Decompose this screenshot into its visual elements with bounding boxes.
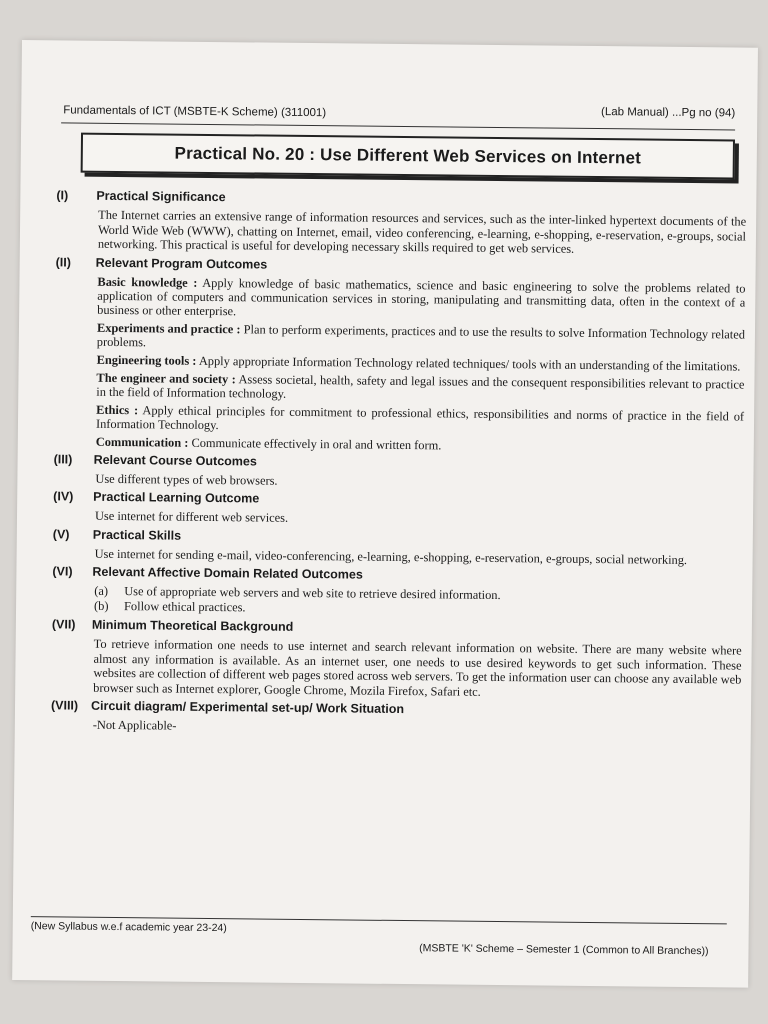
section-number: (VIII) bbox=[50, 698, 79, 713]
section-title: Circuit diagram/ Experimental set-up/ Work Situation bbox=[90, 698, 405, 717]
outcome-term: Engineering tools : bbox=[96, 352, 197, 368]
section-practical-significance bbox=[56, 188, 747, 258]
section-learning-outcome bbox=[53, 489, 743, 530]
section-circuit-diagram bbox=[51, 698, 741, 739]
outcome-item bbox=[96, 402, 744, 437]
section-program-outcomes bbox=[54, 255, 746, 455]
outcome-item bbox=[97, 352, 745, 373]
section-title: Practical Significance bbox=[96, 188, 226, 205]
document-page bbox=[12, 40, 758, 988]
section-number: (III) bbox=[53, 451, 73, 467]
header-right: (Lab Manual) ...Pg no (94) bbox=[600, 106, 736, 120]
outcome-text: Communicate effectively in oral and written form. bbox=[188, 435, 442, 452]
outcome-item bbox=[97, 274, 745, 323]
page-title: Practical No. 20 : Use Different Web Services on Internet bbox=[174, 143, 642, 168]
header-divider bbox=[61, 122, 735, 130]
section-theoretical-background bbox=[51, 617, 742, 701]
section-title: Practical Learning Outcome bbox=[93, 489, 260, 506]
section-number: (IV) bbox=[53, 489, 74, 504]
section-text: The Internet carries an extensive range of information resources and services, such as the inter-linked hypertext documents of the World Wide Web (WWW), chatting on Internet, email, video conferencing, e-learning, e-shopping, e-reservation, e-groups, social networking. This practical is useful for developing necessary skills required to get web services. bbox=[97, 207, 747, 256]
outcome-term: Ethics : bbox=[96, 402, 139, 417]
list-text: Follow ethical practices. bbox=[124, 599, 246, 615]
outcome-item bbox=[96, 434, 744, 455]
section-number: (VI) bbox=[52, 564, 73, 579]
section-number: (VII) bbox=[51, 617, 76, 632]
section-text: Use internet for sending e-mail, video-conferencing, e-learning, e-shopping, e-reservation, e-groups, social networking. bbox=[94, 546, 688, 567]
section-title: Minimum Theoretical Background bbox=[91, 617, 294, 634]
list-marker: (b) bbox=[94, 598, 109, 613]
section-text: Use internet for different web services. bbox=[94, 508, 289, 525]
outcome-item bbox=[97, 320, 745, 355]
section-title: Relevant Affective Domain Related Outcomes bbox=[92, 564, 363, 582]
outcome-item bbox=[96, 370, 744, 405]
section-number: (I) bbox=[56, 188, 69, 203]
outcome-text: Plan to perform experiments, practices and to use the results to solve Information Technology related problems. bbox=[96, 321, 746, 349]
outcome-term: Experiments and practice : bbox=[96, 320, 241, 336]
outcome-term: Basic knowledge : bbox=[97, 274, 198, 290]
section-title: Relevant Course Outcomes bbox=[93, 452, 257, 468]
list-text: Use of appropriate web servers and web site to retrieve desired information. bbox=[124, 584, 501, 603]
outcome-text: Apply appropriate Information Technology related techniques/ tools with an understanding of the limitations. bbox=[196, 353, 741, 374]
outcome-term: The engineer and society : bbox=[96, 370, 236, 386]
outcome-term: Communication : bbox=[95, 434, 189, 450]
section-affective-outcomes bbox=[52, 564, 742, 620]
section-text: Use different types of web browsers. bbox=[95, 471, 278, 488]
section-course-outcomes bbox=[53, 452, 743, 493]
section-title: Practical Skills bbox=[92, 527, 182, 543]
section-text: -Not Applicable- bbox=[92, 717, 177, 733]
section-number: (V) bbox=[52, 526, 70, 542]
section-number: (II) bbox=[55, 254, 72, 270]
affective-list bbox=[94, 584, 742, 621]
footer-right: (MSBTE 'K' Scheme – Semester 1 (Common to All Branches)) bbox=[419, 942, 709, 958]
list-marker: (a) bbox=[94, 583, 109, 598]
outcome-text: Assess societal, health, safety and legal issues and the consequent responsibilities relevant to practice in the field of Information technology. bbox=[96, 371, 745, 401]
title-box bbox=[81, 133, 735, 180]
footer-left: (New Syllabus w.e.f academic year 23-24) bbox=[30, 920, 227, 935]
section-practical-skills bbox=[53, 527, 743, 568]
content bbox=[51, 188, 747, 743]
section-title: Relevant Program Outcomes bbox=[95, 255, 268, 272]
outcome-text: Apply knowledge of basic mathematics, science and basic engineering to solve the problems related to application of computers and communication services in storing, manipulating and transmitting data, often in the context of a business or other enterprise. bbox=[97, 275, 746, 318]
header-left: Fundamentals of ICT (MSBTE-K Scheme) (311001) bbox=[63, 104, 327, 120]
outcome-text: Apply ethical principles for commitment to professional ethics, responsibilities and norms of practice in the field of Information Technology. bbox=[95, 402, 745, 432]
section-text: To retrieve information one needs to use internet and search relevant information on website. There are many website where almost any information is available. As an internet user, one needs to use desired keywords to get such information. These websites are collection of different web pages stored across web servers. To get the information user can choose any available web browser such as Internet explorer, Google Chrome, Mozila Firefox, Safari etc. bbox=[93, 636, 742, 699]
